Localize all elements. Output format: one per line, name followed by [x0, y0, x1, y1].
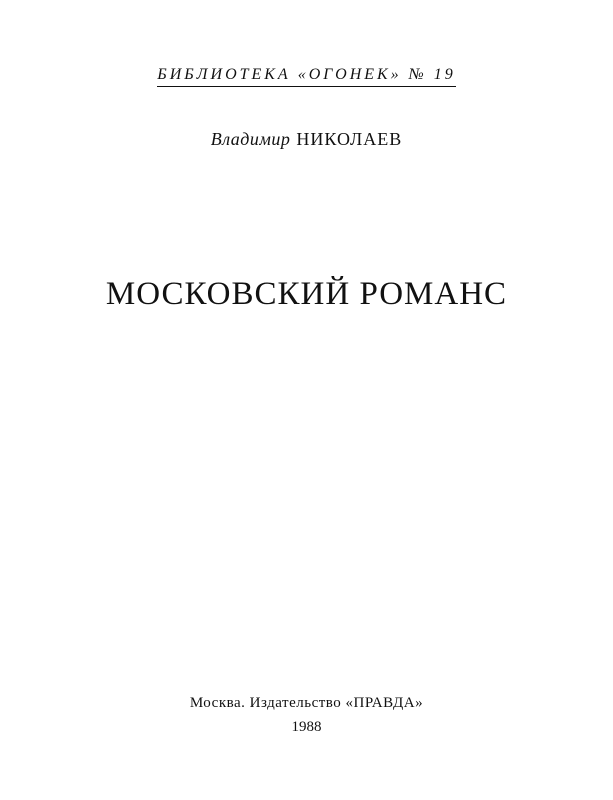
author-last-name: НИКОЛАЕВ	[296, 129, 403, 149]
author-line	[0, 128, 613, 150]
series-label: БИБЛИОТЕКА «ОГОНЕК» № 19	[157, 65, 455, 87]
publication-year: 1988	[291, 719, 322, 735]
author-first-name: Владимир	[210, 129, 291, 149]
book-title: МОСКОВСКИЙ РОМАНС	[105, 276, 508, 312]
series-line	[0, 64, 613, 87]
publisher-imprint: Москва. Издательство «ПРАВДА»	[189, 695, 424, 711]
